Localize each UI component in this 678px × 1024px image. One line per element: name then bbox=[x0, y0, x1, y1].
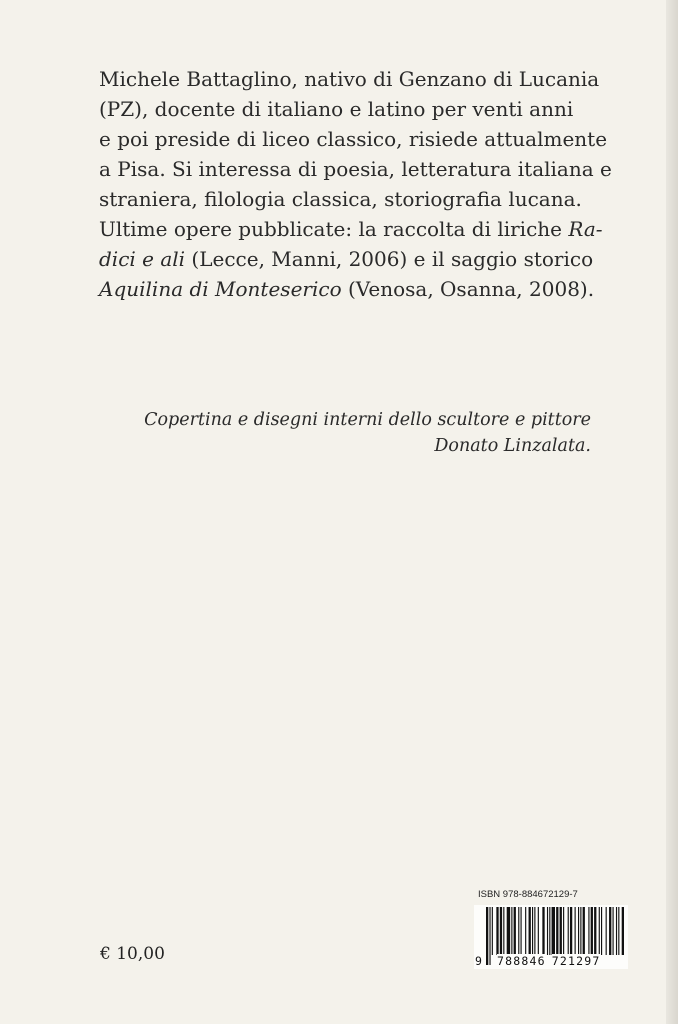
barcode-bar bbox=[532, 907, 533, 955]
barcode-bar bbox=[588, 907, 589, 955]
bio-line-2: (PZ), docente di italiano e latino per venti anni bbox=[99, 97, 574, 121]
cover-edge bbox=[666, 0, 678, 1024]
barcode-bar bbox=[622, 907, 624, 955]
barcode-bar bbox=[618, 907, 619, 955]
barcode-digits bbox=[474, 953, 628, 969]
barcode-bar bbox=[556, 907, 558, 955]
barcode-digit-first: 9 bbox=[475, 954, 482, 968]
bio-line-6-text: Ultime opere pubblicate: la raccolta di liriche bbox=[99, 217, 569, 241]
barcode-bar bbox=[552, 907, 555, 955]
bio-line-7-text: (Lecce, Manni, 2006) e il saggio storico bbox=[185, 247, 594, 271]
bio-line-6 bbox=[99, 214, 603, 244]
barcode-bar bbox=[503, 907, 504, 955]
barcode-bar bbox=[606, 907, 607, 955]
barcode-bar bbox=[529, 907, 531, 955]
bio-line-7 bbox=[99, 244, 599, 274]
barcode-bar bbox=[594, 907, 596, 955]
barcode-digit-group-left: 788846 bbox=[497, 954, 546, 968]
barcode-bar bbox=[525, 907, 526, 955]
isbn-block bbox=[474, 888, 628, 969]
barcode-bar bbox=[500, 907, 502, 955]
book-title-radici-part1: Ra- bbox=[568, 217, 603, 241]
barcode-bar bbox=[583, 907, 585, 955]
credits-line-2: Donato Linzalata. bbox=[434, 436, 591, 456]
barcode-bar bbox=[601, 907, 602, 955]
bio-line-8-text: (Venosa, Osanna, 2008). bbox=[341, 277, 595, 301]
barcode-bar bbox=[580, 907, 581, 955]
barcode-bar bbox=[542, 907, 544, 955]
barcode-bar bbox=[521, 907, 522, 955]
book-title-radici-part2: dici e ali bbox=[99, 247, 186, 271]
barcode-bar bbox=[496, 907, 498, 955]
bio-line-3: e poi preside di liceo classico, risiede attualmente bbox=[99, 127, 608, 151]
barcode-bar bbox=[575, 907, 576, 955]
bio-line-5: straniera, filologia classica, storiografia lucana. bbox=[99, 187, 582, 211]
barcode-bar bbox=[514, 907, 516, 955]
credits-line-1: Copertina e disegni interni dello scultore e pittore bbox=[144, 410, 591, 430]
bio-line-4: a Pisa. Si interessa di poesia, letteratura italiana e bbox=[99, 157, 612, 181]
barcode-bar bbox=[599, 907, 600, 955]
barcode-bar bbox=[609, 907, 611, 955]
barcode-bar bbox=[534, 907, 535, 955]
barcode-bar bbox=[492, 907, 493, 955]
barcode-bar bbox=[616, 907, 617, 955]
barcode-digit-group-right: 721297 bbox=[551, 954, 601, 968]
barcode-bar bbox=[549, 907, 550, 955]
barcode-bar bbox=[591, 907, 593, 955]
book-title-aquilina: Aquilina di Monteserico bbox=[99, 277, 342, 301]
barcode-bar bbox=[538, 907, 539, 955]
barcode bbox=[474, 905, 628, 969]
isbn-number: ISBN 978-884672129-7 bbox=[478, 889, 578, 900]
barcode-bar bbox=[507, 907, 510, 955]
barcode-bar bbox=[511, 907, 512, 955]
bio-line-1: Michele Battaglino, nativo di Genzano di Lucania bbox=[99, 67, 600, 91]
price-label: € 10,00 bbox=[100, 944, 165, 964]
barcode-bar bbox=[578, 907, 579, 955]
author-biography bbox=[99, 64, 612, 304]
barcode-bar bbox=[613, 907, 614, 955]
bio-line-8 bbox=[99, 274, 599, 304]
barcode-bar bbox=[547, 907, 548, 955]
barcode-bar bbox=[570, 907, 572, 955]
barcode-bar bbox=[518, 907, 519, 955]
cover-credits bbox=[131, 407, 591, 459]
barcode-bar bbox=[568, 907, 569, 955]
